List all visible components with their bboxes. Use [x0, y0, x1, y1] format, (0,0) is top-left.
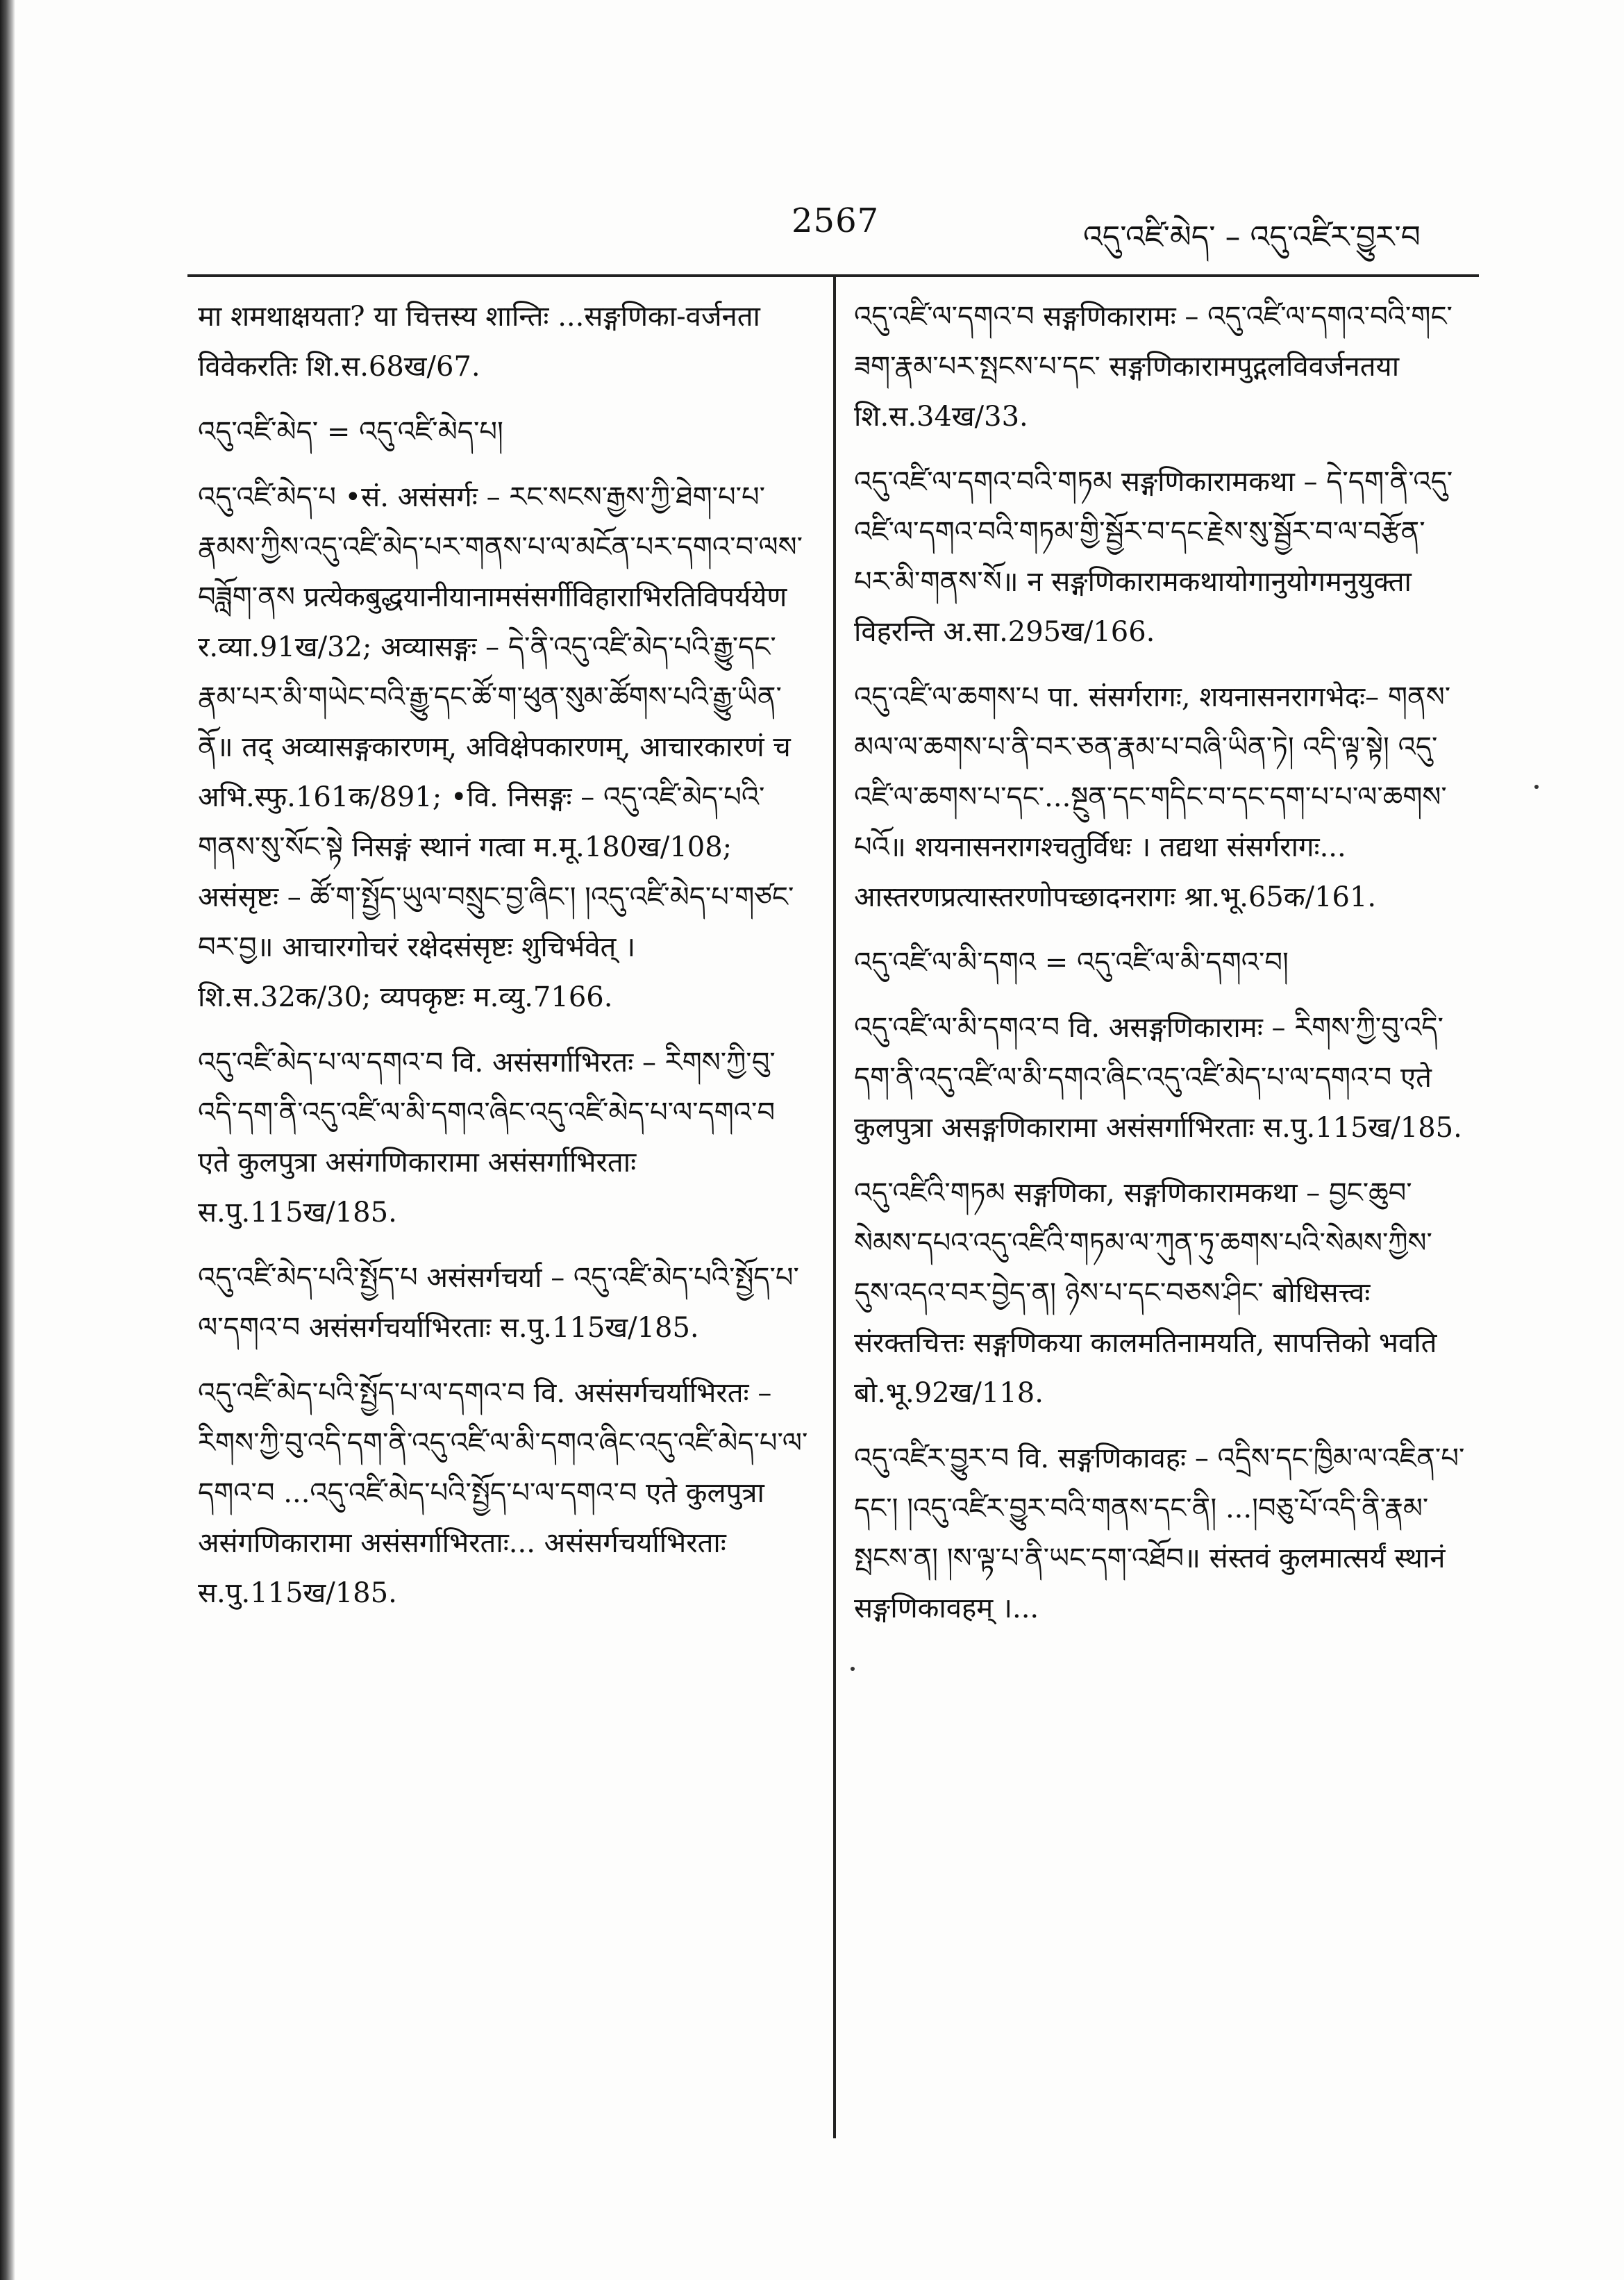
- page-binding-shadow: [0, 0, 15, 2280]
- column-divider: [833, 277, 836, 2138]
- dictionary-entry: འདུ་འཛི་ལ་མི་དགའ་བ वि. असङ्गणिकारामः – རིགས་ཀྱི་བུ་འདི་དག་ནི་འདུ་འཛི་ལ་མི་དགའ་ཞིང་འདུ་འཛི་མེད་པ་ལ་དགའ་བ एते कुलपुत्रा असङ्गणिकारामा असंसर्गाभिरताः स.पु.115ख/185.: [854, 1012, 1462, 1144]
- page-number: 2567: [792, 201, 880, 240]
- dictionary-entry: འདུ་འཛི་མེད་པའི་སྤྱོད་པ་ལ་དགའ་བ वि. असंसर्गचर्याभिरतः – རིགས་ཀྱི་བུ་འདི་དག་ནི་འདུ་འཛི་ལ་མི་དགའ་ཞིང་འདུ་འཛི་མེད་པ་ལ་དགའ་བ ...འདུ་འཛི་མེད་པའི་སྤྱོད་པ་ལ་དགའ་བ एते कुलपुत्रा असंगणिकारामा असंसर्गाभिरताः... असंसर्गचर्याभिरताः स.पु.115ख/185.: [198, 1377, 808, 1609]
- scan-speck: [1534, 785, 1539, 789]
- dictionary-entry: मा शमथाक्षयता? या चित्तस्य शान्तिः ...सङ्गणिका-वर्जनता विवेकरतिः शि.स.68ख/67.: [198, 301, 760, 383]
- dictionary-entry: འདུ་འཛིར་བྱུར་བ वि. सङ्गणिकावहः – འདྲིས་དང་ཁྱིམ་ལ་འཇིན་པ་དང་། །འདུ་འཛིར་བྱུར་བའི་གནས་དང་ནི། ...།བཅུ་པོ་འདི་ནི་རྣམ་སྤངས་ན། །ས་ལྟ་པ་ནི་ཡང་དག་འཐོབ॥ संस्तवं कुलमात्सर्यं स्थानं सङ्गणिकावहम् ।...: [854, 1442, 1465, 1624]
- dictionary-entry: འདུ་འཛིའི་གཏམ सङ्गणिका, सङ्गणिकारामकथा – བྱང་ཆུབ་སེམས་དཔའ་འདུ་འཛིའི་གཏམ་ལ་ཀུན་ཏུ་ཆགས་པའི་སེམས་ཀྱིས་དུས་འདའ་བར་བྱེད་ན། ཉེས་པ་དང་བཅས་ཤིང་ बोधिसत्त्वः संरक्तचित्तः सङ्गणिकया कालमतिनामयति, सापत्तिको भवति बो.भू.92ख/118.: [854, 1177, 1437, 1409]
- dictionary-entry: འདུ་འཛི་ལ་དགའ་བ सङ्गणिकारामः – འདུ་འཛི་ལ་དགའ་བའི་གང་ཟག་རྣམ་པར་སྤངས་པ་དང་ सङ्गणिकारामपुद्गलविवर्जनतया शि.स.34ख/33.: [854, 301, 1453, 433]
- dictionary-entry: འདུ་འཛི་མེད་པའི་སྤྱོད་པ असंसर्गचर्या – འདུ་འཛི་མེད་པའི་སྤྱོད་པ་ལ་དགའ་བ असंसर्गचर्याभिरताः स.पु.115ख/185.: [198, 1262, 799, 1344]
- scan-speck: [851, 1667, 855, 1671]
- right-column: [854, 292, 1465, 1649]
- dictionary-entry: འདུ་འཛི་མེད་ = འདུ་འཛི་མེད་པ།: [198, 416, 503, 448]
- running-head: འདུ་འཛི་མེད་ – འདུ་འཛིར་བྱུར་བ: [1083, 219, 1421, 255]
- left-column: [198, 292, 809, 1633]
- dictionary-entry: འདུ་འཛི་མེད་པ •सं. असंसर्गः – རང་སངས་རྒྱས་ཀྱི་ཐེག་པ་པ་རྣམས་ཀྱིས་འདུ་འཛི་མེད་པར་གནས་པ་ལ་མངོན་པར་དགའ་བ་ལས་བཟློག་ནས प्रत्येकबुद्धयानीयानामसंसर्गीविहाराभिरतिविपर्ययेण र.व्या.91ख/32; अव्यासङ्गः – དེ་ནི་འདུ་འཛི་མེད་པའི་རྒྱུ་དང་རྣམ་པར་མི་གཡེང་བའི་རྒྱུ་དང་ཚོ་ག་ཕུན་སུམ་ཚོགས་པའི་རྒྱུ་ཡིན་ནོ॥ तद् अव्यासङ्गकारणम्, अविक्षेपकारणम्, आचारकारणं च अभि.स्फु.161क/891; •वि. निसङ्गः – འདུ་འཛི་མེད་པའི་གནས་སུ་སོང་སྟེ निसङ्गं स्थानं गत्वा म.मू.180ख/108; असंसृष्टः – ཚོ་ག་སྤྱོད་ཡུལ་བསྲུང་བྱ་ཞིང་། །འདུ་འཛི་མེད་པ་གཙང་བར་བྱ॥ आचारगोचरं रक्षेदसंसृष्टः शुचिर्भवेत् । शि.स.32क/30; व्यपकृष्टः म.व्यु.7166.: [198, 481, 803, 1013]
- dictionary-entry: འདུ་འཛི་ལ་ཆགས་པ पा. संसर्गरागः, शयनासनरागभेदः– གནས་མལ་ལ་ཆགས་པ་ནི་བར་ཅན་རྣམ་པ་བཞི་ཡིན་ཏེ། འདི་ལྟ་སྟེ། འདུ་འཛི་ལ་ཆགས་པ་དང་...སྔུན་དང་གདིང་བ་དང་དག་པ་པ་ལ་ཆགས་པའོ॥ शयनासनरागश्चतुर्विधः । तद्यथा संसर्गरागः... आस्तरणप्रत्यास्तरणोपच्छादनरागः श्रा.भू.65क/161.: [854, 681, 1451, 913]
- dictionary-entry: འདུ་འཛི་ལ་དགའ་བའི་གཏམ सङ्गणिकारामकथा – དེ་དག་ནི་འདུ་འཛི་ལ་དགའ་བའི་གཏམ་གྱི་སྦྱོར་བ་དང་རྗེས་སུ་སྦྱོར་བ་ལ་བརྩོན་པར་མི་གནས་སོ॥ न सङ्गणिकारामकथायोगानुयोगमनुयुक्ता विहरन्ति अ.सा.295ख/166.: [854, 466, 1453, 648]
- dictionary-entry: འདུ་འཛི་ལ་མི་དགའ = འདུ་འཛི་ལ་མི་དགའ་བ།: [854, 947, 1289, 979]
- dictionary-entry: འདུ་འཛི་མེད་པ་ལ་དགའ་བ वि. असंसर्गाभिरतः – རིགས་ཀྱི་བུ་འདི་དག་ནི་འདུ་འཛི་ལ་མི་དགའ་ཞིང་འདུ་འཛི་མེད་པ་ལ་དགའ་བ एते कुलपुत्रा असंगणिकारामा असंसर्गाभिरताः स.पु.115ख/185.: [198, 1047, 776, 1229]
